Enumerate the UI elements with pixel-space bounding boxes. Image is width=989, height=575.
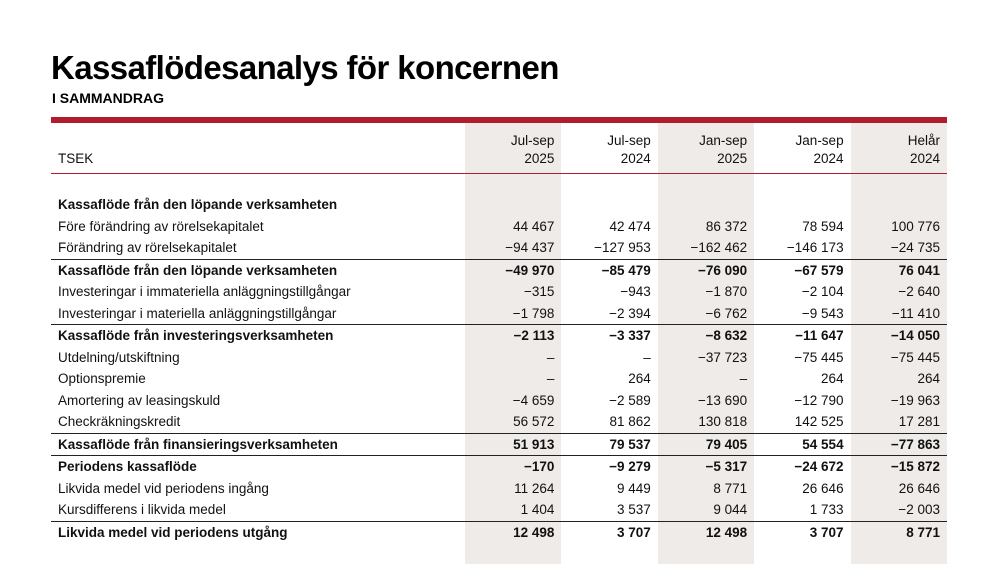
row-label: Kursdifferens i likvida medel	[58, 502, 226, 517]
cell: −11 647	[754, 325, 850, 347]
column-header: Jan-sep 2025	[658, 123, 754, 174]
cell: 81 862	[609, 414, 651, 429]
cell: −14 050	[851, 325, 947, 347]
table-header-row	[51, 123, 947, 174]
table-row	[51, 259, 947, 281]
cell: −11 410	[891, 305, 940, 321]
cell: 11 264	[514, 480, 555, 496]
cell: −2 003	[898, 502, 940, 517]
cell: 1 733	[809, 502, 844, 517]
row-label: Likvida medel vid periodens ingång	[58, 480, 269, 496]
row-label: Kassaflöde från finansieringsverksamheten	[51, 433, 465, 456]
row-label: Utdelning/utskiftning	[58, 349, 180, 365]
cell	[851, 194, 947, 216]
cell: −5 317	[658, 456, 754, 478]
cell: 17 281	[898, 414, 940, 429]
cell: 264	[821, 371, 844, 386]
cell: –	[739, 371, 748, 386]
cell: −8 632	[658, 325, 754, 347]
cell: −4 659	[512, 392, 555, 408]
cell: −76 090	[658, 259, 754, 281]
column-header: Jan-sep 2024	[754, 123, 850, 174]
cell: 54 554	[754, 433, 850, 456]
table-row	[51, 499, 947, 521]
cell: 79 405	[658, 433, 754, 456]
cell: −94 437	[505, 240, 555, 255]
cell: −943	[620, 284, 651, 299]
table-row	[51, 390, 947, 412]
cell: –	[643, 349, 651, 365]
cell: 142 525	[794, 414, 844, 429]
unit-label: TSEK	[51, 123, 465, 174]
cell: 9 044	[713, 502, 748, 517]
table-row	[51, 216, 947, 238]
cell: 3 537	[617, 502, 651, 517]
cell: −170	[465, 456, 561, 478]
cell: 42 474	[609, 218, 651, 234]
cell: 9 449	[617, 480, 651, 496]
cell: −12 790	[794, 392, 844, 408]
cell: 26 646	[802, 480, 844, 496]
cell: −85 479	[561, 259, 657, 281]
cell: −67 579	[754, 259, 850, 281]
cell	[561, 194, 657, 216]
table-row	[51, 303, 947, 325]
cell: 100 776	[891, 218, 940, 234]
cell: 51 913	[465, 433, 561, 456]
row-label: Före förändring av rörelsekapitalet	[58, 218, 264, 234]
cell: −77 863	[851, 433, 947, 456]
row-label: Kassaflöde från den löpande verksamheten	[58, 197, 338, 212]
table-row	[51, 456, 947, 478]
cell: 12 498	[465, 521, 561, 543]
column-header: Helår 2024	[851, 123, 947, 174]
cell: −127 953	[594, 240, 651, 255]
row-label: Investeringar i materiella anläggningstillgångar	[58, 305, 337, 321]
cell: −13 690	[698, 392, 748, 408]
cell: −9 543	[801, 305, 844, 321]
cell: 76 041	[851, 259, 947, 281]
row-label: Kassaflöde från investeringsverksamheten	[51, 325, 465, 347]
row-label: Optionspremie	[58, 371, 146, 386]
cell: −3 337	[561, 325, 657, 347]
cell: 130 818	[698, 414, 748, 429]
cell: −2 640	[898, 284, 940, 299]
cell: −19 963	[890, 392, 940, 408]
column-header: Jul-sep 2024	[561, 123, 657, 174]
table-row	[51, 368, 947, 390]
cell: −162 462	[690, 240, 748, 255]
cell: 1 404	[520, 502, 555, 517]
cell: −2 104	[801, 284, 844, 299]
cell: 79 537	[561, 433, 657, 456]
cell: –	[546, 371, 555, 386]
cell: −15 872	[851, 456, 947, 478]
table-row	[51, 237, 947, 259]
table-row	[51, 521, 947, 543]
cell: −75 445	[890, 349, 940, 365]
row-label: Investeringar i immateriella anläggningstillgångar	[58, 284, 351, 299]
table-row	[51, 478, 947, 500]
table-row	[51, 433, 947, 456]
cell: −2 394	[609, 305, 651, 321]
cell: 8 771	[713, 480, 748, 496]
cell	[658, 194, 754, 216]
cell: 12 498	[658, 521, 754, 543]
cell: −37 723	[698, 349, 748, 365]
cell: −315	[523, 284, 555, 299]
row-label: Kassaflöde från den löpande verksamheten	[51, 259, 465, 281]
cell: −2 113	[465, 325, 561, 347]
cell: 26 646	[898, 480, 940, 496]
table-row	[51, 411, 947, 433]
cell: 78 594	[802, 218, 844, 234]
cell: −49 970	[465, 259, 561, 281]
row-label: Checkräkningskredit	[58, 414, 181, 429]
column-header: Jul-sep 2025	[465, 123, 561, 174]
table-row	[51, 347, 947, 369]
cell: 8 771	[851, 521, 947, 543]
cell: –	[546, 349, 555, 365]
cell: −9 279	[561, 456, 657, 478]
cell: −24 735	[890, 240, 940, 255]
page-title: Kassaflödesanalys för koncernen	[51, 49, 559, 86]
cell: −1 798	[512, 305, 555, 321]
cell: 264	[628, 371, 651, 386]
cell: 3 707	[754, 521, 850, 543]
row-label: Förändring av rörelsekapitalet	[58, 240, 237, 255]
cell: 86 372	[705, 218, 748, 234]
cell: 3 707	[561, 521, 657, 543]
cell	[465, 194, 561, 216]
cell: −2 589	[609, 392, 651, 408]
table-row	[51, 325, 947, 347]
row-label: Likvida medel vid periodens utgång	[51, 521, 465, 543]
cell: 44 467	[513, 218, 555, 234]
table-row	[51, 194, 947, 216]
cell	[754, 194, 850, 216]
cell: −146 173	[786, 240, 844, 255]
cell: −1 870	[705, 284, 748, 299]
cell: 56 572	[513, 414, 555, 429]
cell: 264	[917, 371, 940, 386]
page-subtitle: I SAMMANDRAG	[52, 90, 164, 106]
row-label: Periodens kassaflöde	[51, 456, 465, 478]
row-label: Amortering av leasingskuld	[58, 392, 221, 408]
cell: −75 445	[794, 349, 844, 365]
cell: −24 672	[754, 456, 850, 478]
cell: −6 762	[705, 305, 748, 321]
table-row	[51, 281, 947, 303]
cashflow-table	[51, 123, 947, 543]
